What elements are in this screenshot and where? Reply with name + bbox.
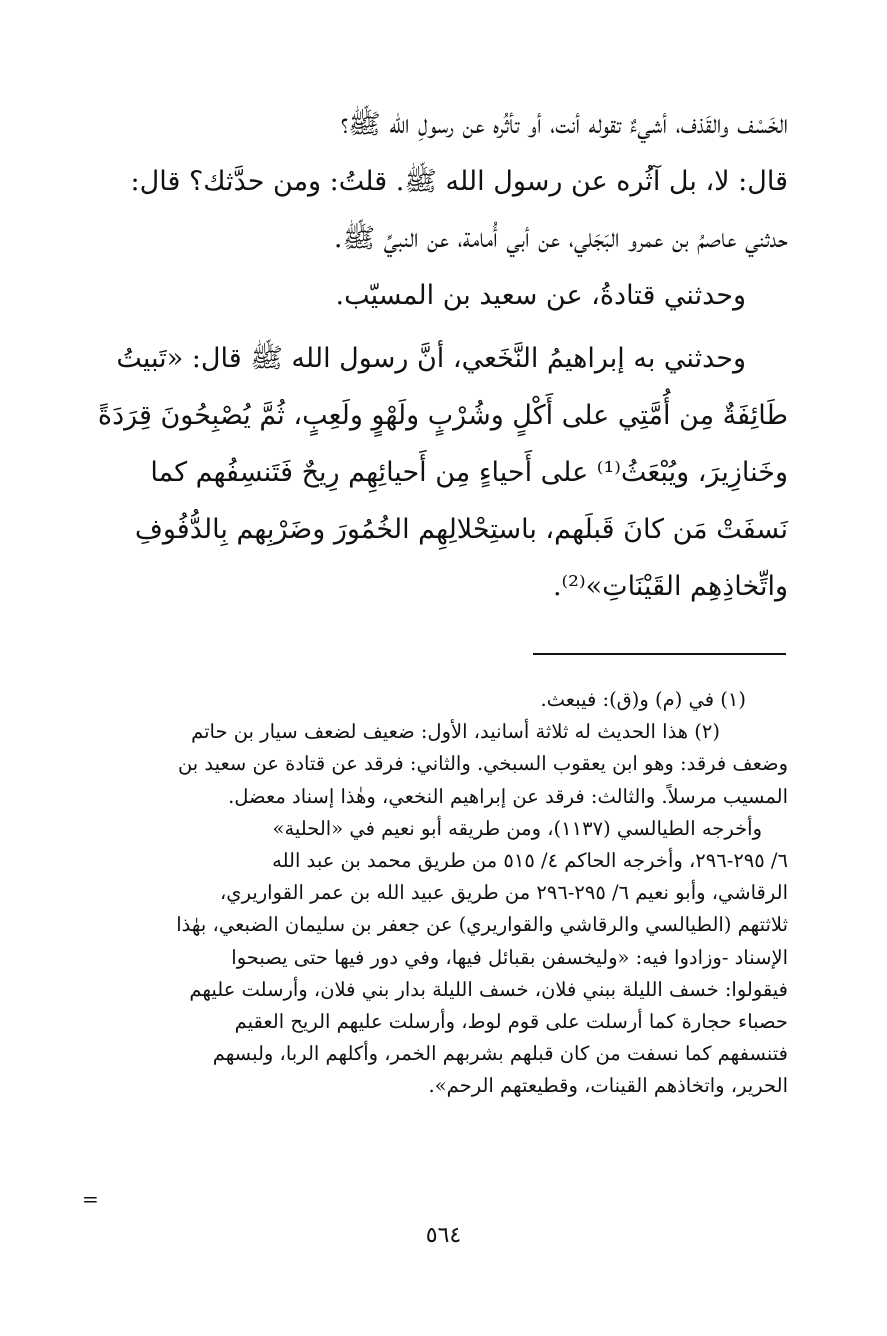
footnote-line: الإسناد -وزادوا فيه: «وليخسفن بقبائل فيها، وفي دور فيها حتى يصبحوا (231, 945, 788, 969)
text-line: وخَنازِيرَ، ويُبْعَثُ⁽¹⁾ على أَحياءٍ مِن أَحيائِهِم رِيحٌ فَتَنسِفُهم كما (150, 457, 788, 488)
footnote-line: ثلاثتهم (الطيالسي والرقاشي والقواريري) عن جعفر بن سليمان الضبعي، بهٰذا (176, 913, 788, 937)
footnote-1 (88, 684, 788, 716)
paragraph-1 (88, 96, 788, 267)
text-line: وحدثني قتادةُ، عن سعيد بن المسيّب. (335, 280, 746, 311)
footnote-line: المسيب مرسلاً. والثالث: فرقد عن إبراهيم النخعي، وهٰذا إسناد معضل. (228, 784, 788, 808)
paragraph-3 (88, 330, 788, 615)
footnote-line: فتنسفهم كما نسفت من كان قبلهم بشربهم الخمر، وأكلهم الربا، ولبسهم (212, 1042, 788, 1066)
text-line: قال: لا، بل آثُره عن رسول الله ﷺ. قلتُ: ومن حدَّثك؟ قال: (130, 166, 788, 197)
text-line: طَائِفَةٌ مِن أُمَّتِي على أَكْلٍ وشُرْبٍ ولَهْوٍ ولَعِبٍ، ثُمَّ يُصْبِحُونَ قِرَدَةً (97, 400, 788, 431)
footnote-line: حصباء حجارة كما أرسلت على قوم لوط، وأرسلت عليهم الريح العقيم (234, 1010, 788, 1034)
footnote-line: الحرير، واتخاذهم القينات، وقطيعتهم الرحم». (428, 1074, 788, 1098)
footnote-line: فيقولوا: خسف الليلة ببني فلان، خسف الليلة بدار بني فلان، وأرسلت عليهم (189, 977, 788, 1001)
page-number: ٥٦٤ (425, 1223, 462, 1248)
text-line: وحدثني به إبراهيمُ النَّخَعي، أنَّ رسول الله ﷺ قال: «تَبيتُ (116, 343, 746, 374)
text-line: الخَسْف والقَذف، أشيءٌ تقوله أنت، أو تأثُره عن رسولِ الله ﷺ؟ (340, 109, 788, 140)
footnote-line: وأخرجه الطيالسي (١١٣٧)، ومن طريقه أبو نعيم في «الحلية» (272, 816, 762, 840)
footnote-line: (٢) هذا الحديث له ثلاثة أسانيد، الأول: ضعيف لضعف سيار بن حاتم (191, 720, 720, 744)
text-line: حدثني عاصمُ بن عمرو البَجَلي، عن أبي أُمامة، عن النبيِّ ﷺ. (333, 223, 788, 254)
text-line: نَسفَتْ مَن كانَ قَبلَهم، باستِحْلالِهِم الخُمُورَ وضَرْبِهم بِالدُّفُوفِ (134, 514, 788, 545)
footnotes-section (88, 684, 788, 1103)
paragraph-2 (88, 267, 788, 324)
footnote-2 (88, 716, 788, 1102)
continuation-mark: = (82, 1187, 99, 1211)
main-text-body (88, 96, 788, 615)
footnote-line: (١) في (م) و(ق): فيبعث. (540, 688, 746, 711)
footnote-line: الرقاشي، وأبو نعيم ٦/ ٢٩٥-٢٩٦ من طريق عبيد الله بن عمر القواريري، (220, 881, 788, 905)
footnote-line: ٦/ ٢٩٥-٢٩٦، وأخرجه الحاكم ٤/ ٥١٥ من طريق محمد بن عبد الله (272, 849, 788, 873)
text-line: واتِّخاذِهِم القَيْنَاتِ»⁽²⁾. (552, 571, 788, 602)
footnote-separator-rule (533, 653, 786, 655)
footnote-line: وضعف فرقد: وهو ابن يعقوب السبخي. والثاني: فرقد عن قتادة عن سعيد بن (177, 752, 788, 776)
